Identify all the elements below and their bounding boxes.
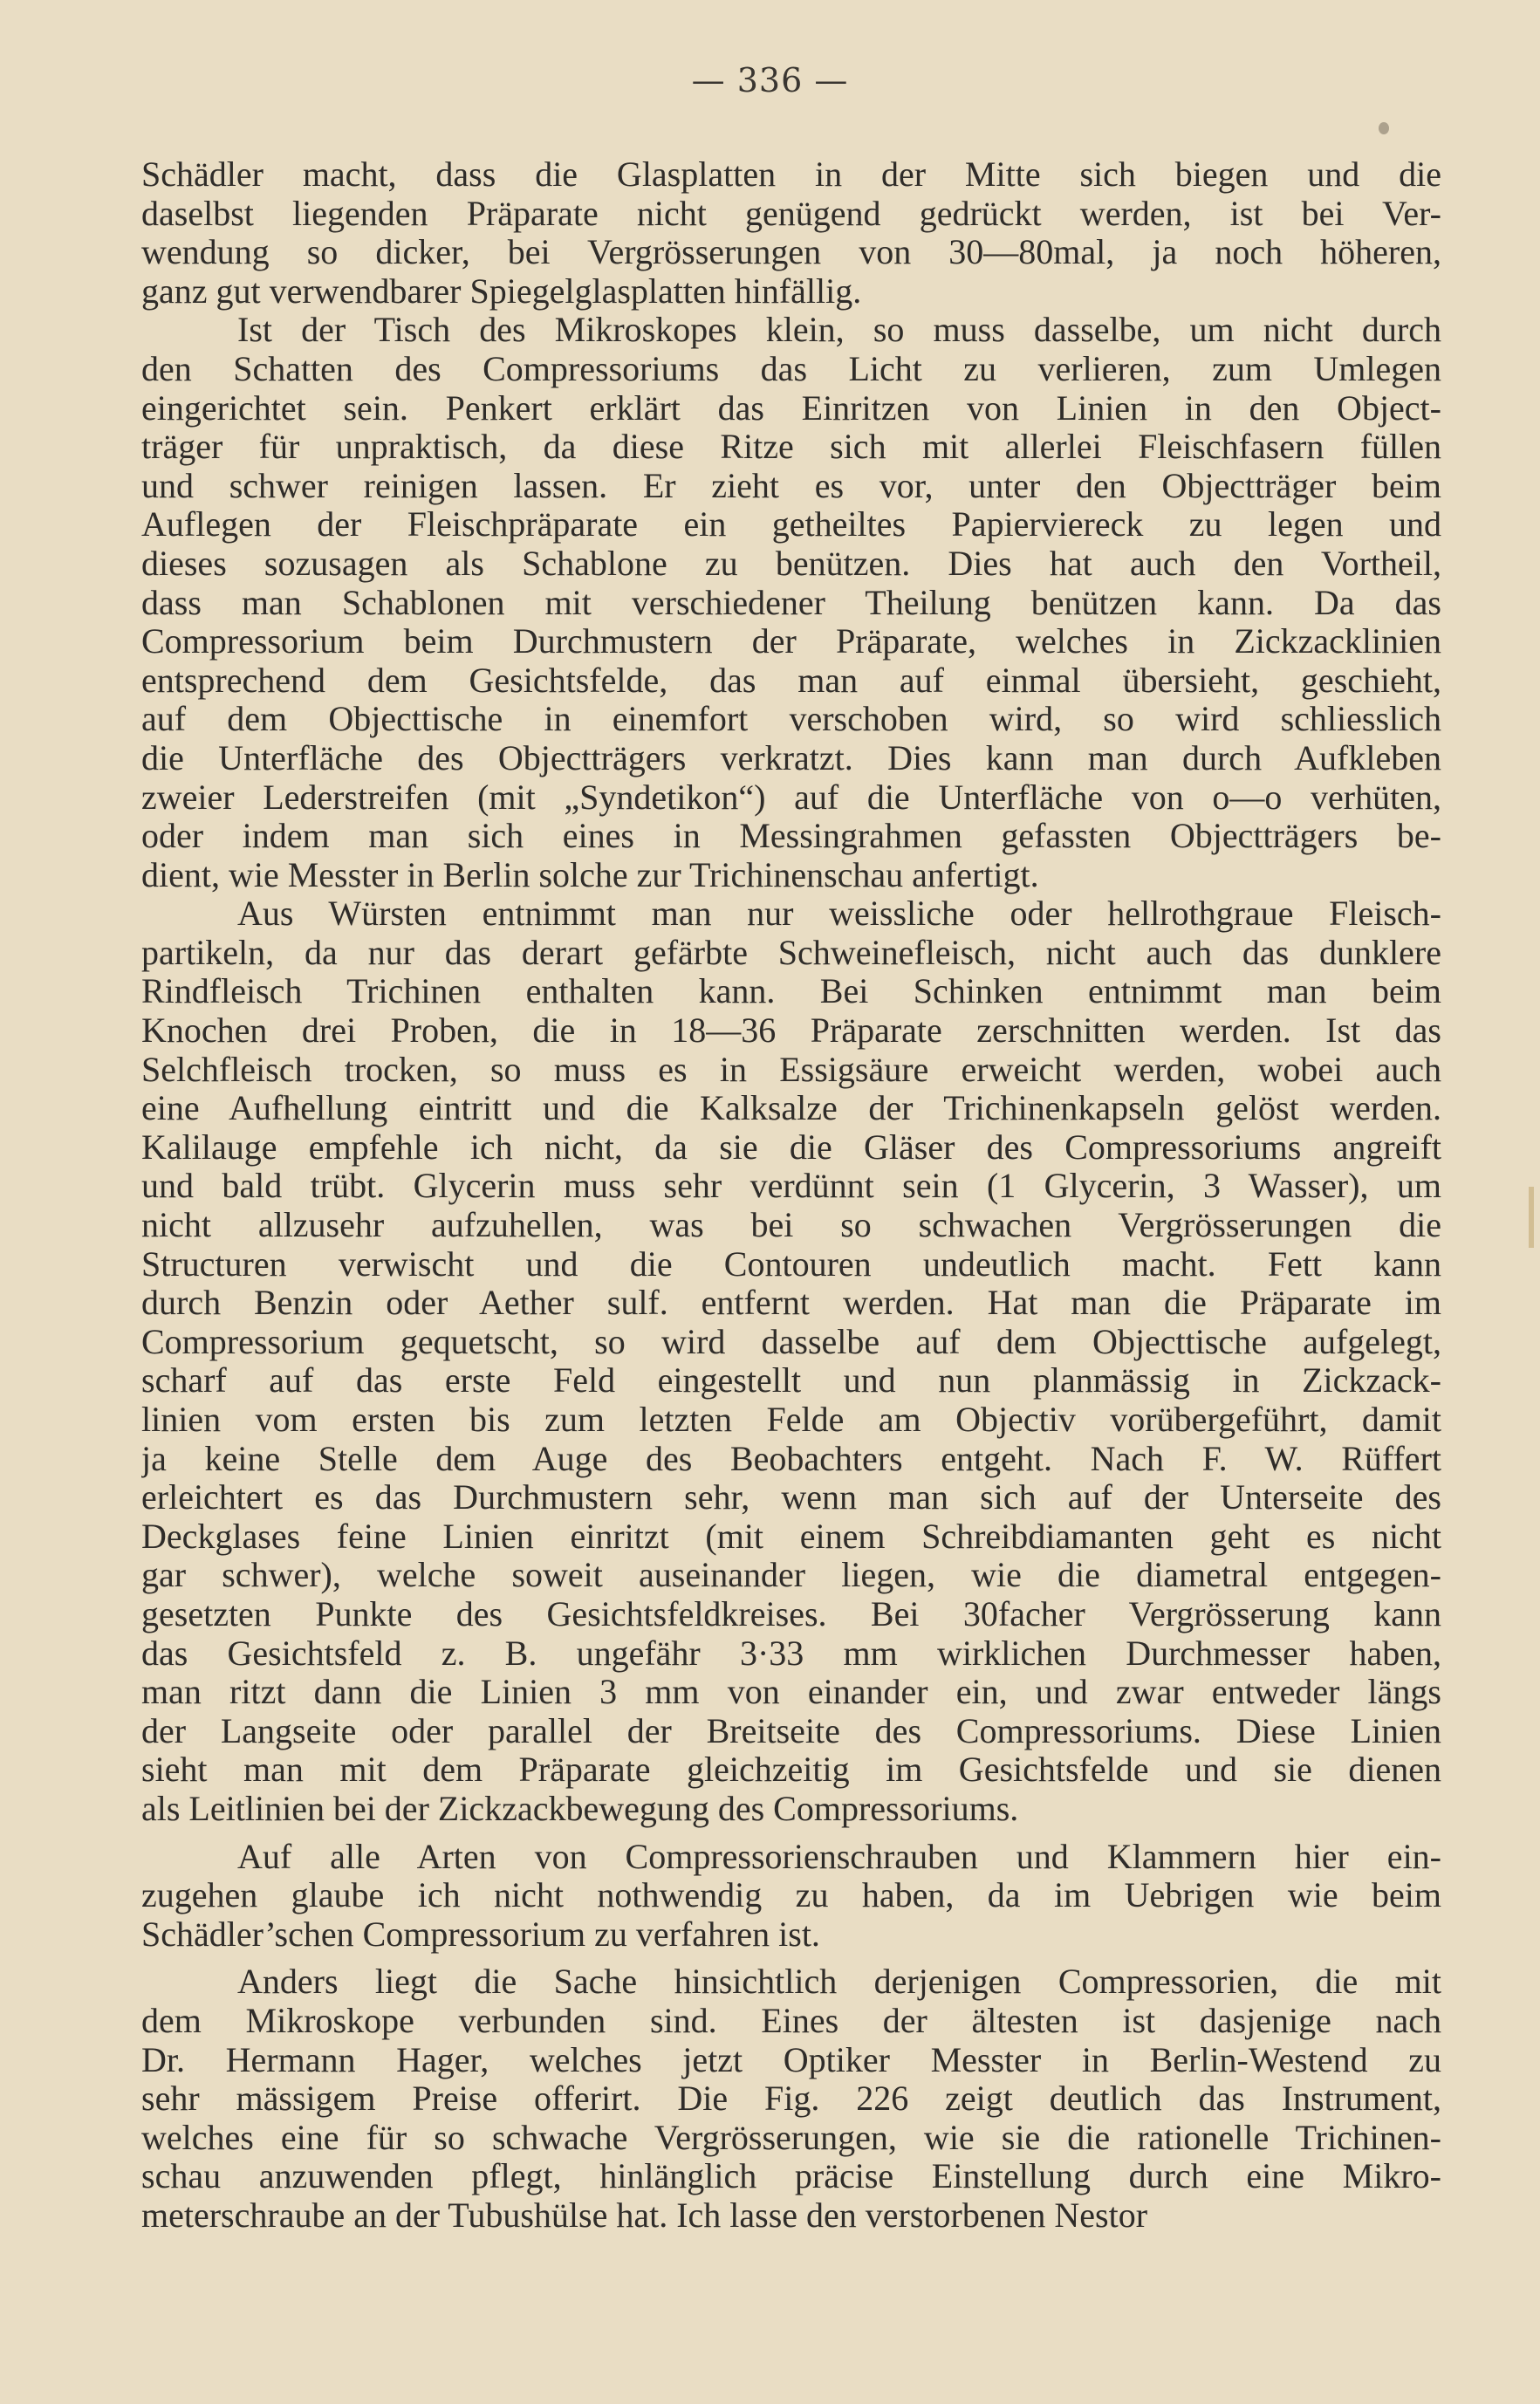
text-line: eine Aufhellung eintritt und die Kalksalze der Trichinenkapseln gelöst werden. — [141, 1089, 1441, 1128]
text-line: Auflegen der Fleischpräparate ein getheiltes Papierviereck zu legen und — [141, 505, 1441, 544]
text-line: welches eine für so schwache Vergrösserungen, wie sie die rationelle Trichinen- — [141, 2118, 1441, 2157]
page-edge-mark — [1529, 1187, 1534, 1248]
text-line: Deckglases feine Linien einritzt (mit einem Schreibdiamanten geht es nicht — [141, 1517, 1441, 1556]
text-line: erleichtert es das Durchmustern sehr, wenn man sich auf der Unterseite des — [141, 1478, 1441, 1517]
text-line: Compressorium gequetscht, so wird dasselbe auf dem Objecttische aufgelegt, — [141, 1322, 1441, 1361]
text-line: Schädler macht, dass die Glasplatten in der Mitte sich biegen und die — [141, 155, 1441, 194]
text-line: träger für unpraktisch, da diese Ritze sich mit allerlei Fleischfasern füllen — [141, 428, 1441, 467]
text-line: linien vom ersten bis zum letzten Felde am Objectiv vorübergeführt, damit — [141, 1401, 1441, 1439]
text-line: zugehen glaube ich nicht nothwendig zu haben, da im Uebrigen wie beim — [141, 1876, 1441, 1915]
text-line: die Unterfläche des Objectträgers verkratzt. Dies kann man durch Aufkleben — [141, 738, 1441, 777]
text-line: zweier Lederstreifen (mit „Syndetikon“) auf die Unterfläche von o—o verhüten, — [141, 777, 1441, 817]
text-line: ganz gut verwendbarer Spiegelglasplatten hinfällig. — [141, 271, 862, 311]
text-line: als Leitlinien bei der Zickzackbewegung des Compressoriums. — [141, 1789, 1019, 1828]
text-line: dient, wie Messter in Berlin solche zur Trichinenschau anfertigt. — [141, 855, 1039, 894]
text-line: oder indem man sich eines in Messingrahmen gefassten Objectträgers be- — [141, 817, 1441, 856]
page-number: — 336 — — [691, 61, 849, 99]
text-line: wendung so dicker, bei Vergrösserungen von 30—80mal, ja noch höheren, — [141, 233, 1441, 272]
text-line: entsprechend dem Gesichtsfelde, das man auf einmal übersieht, geschieht, — [141, 661, 1441, 700]
text-line: den Schatten des Compressoriums das Licht zu verlieren, zum Umlegen — [141, 349, 1441, 388]
text-line: dieses sozusagen als Schablone zu benützen. Dies hat auch den Vortheil, — [141, 544, 1441, 583]
text-line: man ritzt dann die Linien 3 mm von einander ein, und zwar entweder längs — [141, 1673, 1441, 1712]
paragraph — [141, 155, 1441, 311]
text-line: Anders liegt die Sache hinsichtlich derjenigen Compressorien, die mit — [237, 1962, 1441, 2002]
text-line: gar schwer), welche soweit auseinander liegen, wie die diametral entgegen- — [141, 1556, 1441, 1595]
text-line: Dr. Hermann Hager, welches jetzt Optiker Messter in Berlin-Westend zu — [141, 2040, 1441, 2079]
text-line: das Gesichtsfeld z. B. ungefähr 3·33 mm wirklichen Durchmesser haben, — [141, 1633, 1441, 1673]
text-line: Auf alle Arten von Compressorienschrauben und Klammern hier ein- — [237, 1837, 1441, 1876]
text-line: Schädler’schen Compressorium zu verfahren ist. — [141, 1914, 820, 1954]
text-line: Ist der Tisch des Mikroskopes klein, so muss dasselbe, um nicht durch — [237, 311, 1441, 350]
paragraph-gap — [141, 1829, 1441, 1838]
paragraph — [141, 894, 1441, 1828]
text-line: Knochen drei Proben, die in 18—36 Präparate zerschnitten werden. Ist das — [141, 1011, 1441, 1051]
text-line: partikeln, da nur das derart gefärbte Schweinefleisch, nicht auch das dunklere — [141, 933, 1441, 972]
text-line: Structuren verwischt und die Contouren undeutlich macht. Fett kann — [141, 1244, 1441, 1284]
text-line: durch Benzin oder Aether sulf. entfernt werden. Hat man die Präparate im — [141, 1284, 1441, 1323]
text-line: ja keine Stelle dem Auge des Beobachters entgeht. Nach F. W. Rüffert — [141, 1439, 1441, 1478]
paragraph — [141, 1838, 1441, 1955]
text-line: schau anzuwenden pflegt, hinlänglich präcise Einstellung durch eine Mikro- — [141, 2157, 1441, 2196]
text-line: Selchfleisch trocken, so muss es in Essigsäure erweicht werden, wobei auch — [141, 1050, 1441, 1089]
paragraph — [141, 311, 1441, 894]
ink-smudge — [1379, 122, 1389, 134]
paragraph-gap — [141, 1954, 1441, 1962]
text-line: daselbst liegenden Präparate nicht genügend gedrückt werden, ist bei Ver- — [141, 194, 1441, 233]
body-text — [141, 155, 1441, 2235]
text-line: scharf auf das erste Feld eingestellt und nun planmässig in Zickzack- — [141, 1361, 1441, 1401]
text-line: und schwer reinigen lassen. Er zieht es vor, unter den Objectträger beim — [141, 466, 1441, 505]
text-line: eingerichtet sein. Penkert erklärt das Einritzen von Linien in den Object- — [141, 388, 1441, 428]
text-line: Rindfleisch Trichinen enthalten kann. Bei Schinken entnimmt man beim — [141, 972, 1441, 1011]
text-line: und bald trübt. Glycerin muss sehr verdünnt sein (1 Glycerin, 3 Wasser), um — [141, 1167, 1441, 1206]
text-line: Kalilauge empfehle ich nicht, da sie die Gläser des Compressoriums angreift — [141, 1127, 1441, 1167]
text-line: nicht allzusehr aufzuhellen, was bei so schwachen Vergrösserungen die — [141, 1206, 1441, 1245]
paragraph — [141, 1962, 1441, 2235]
text-line: Compressorium beim Durchmustern der Präparate, welches in Zickzacklinien — [141, 622, 1441, 661]
text-line: Aus Würsten entnimmt man nur weissliche oder hellrothgraue Fleisch- — [237, 894, 1441, 934]
text-line: auf dem Objecttische in einemfort verschoben wird, so wird schliesslich — [141, 700, 1441, 739]
text-line: der Langseite oder parallel der Breitseite des Compressoriums. Diese Linien — [141, 1711, 1441, 1750]
text-line: sieht man mit dem Präparate gleichzeitig im Gesichtsfelde und sie dienen — [141, 1750, 1441, 1790]
text-line: gesetzten Punkte des Gesichtsfeldkreises. Bei 30facher Vergrösserung kann — [141, 1594, 1441, 1633]
text-line: meterschraube an der Tubushülse hat. Ich lasse den verstorbenen Nestor — [141, 2195, 1148, 2235]
text-line: dass man Schablonen mit verschiedener Theilung benützen kann. Da das — [141, 583, 1441, 622]
text-line: dem Mikroskope verbunden sind. Eines der ältesten ist dasjenige nach — [141, 2001, 1441, 2040]
text-line: sehr mässigem Preise offerirt. Die Fig. 226 zeigt deutlich das Instrument, — [141, 2079, 1441, 2119]
